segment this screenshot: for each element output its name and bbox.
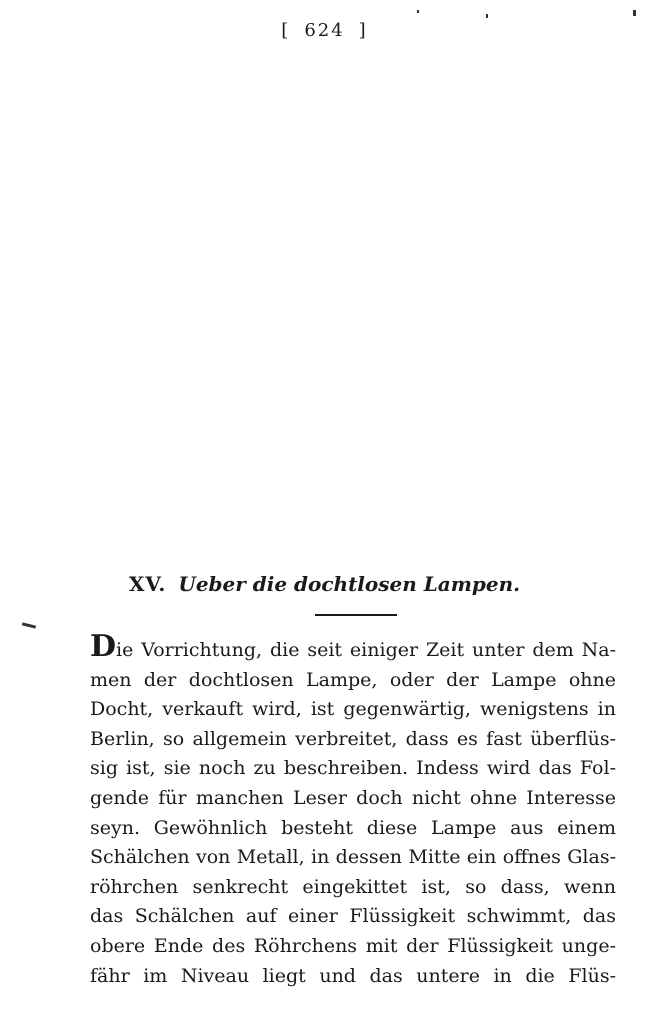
article-title: Ueber die dochtlosen Lampen. — [178, 572, 521, 596]
text-line: röhrchen senkrecht eingekittet ist, so dass, wenn — [90, 875, 616, 898]
text-line: obere Ende des Röhrchens mit der Flüssigkeit unge- — [90, 934, 616, 957]
right-bracket: ] — [358, 20, 368, 41]
text-line: men der dochtlosen Lampe, oder der Lampe ohne — [90, 668, 616, 691]
scan-speck — [417, 10, 419, 13]
article-body — [90, 629, 616, 991]
page-number: 624 — [304, 20, 345, 41]
text-line: seyn. Gewöhnlich besteht diese Lampe aus einem — [90, 816, 616, 839]
text-line: das Schälchen auf einer Flüssigkeit schwimmt, das — [90, 905, 616, 928]
heading-divider — [315, 614, 397, 616]
article-numeral: XV. — [128, 572, 167, 596]
text-line: Schälchen von Metall, in dessen Mitte ein offnes Glas- — [90, 846, 616, 869]
page-number-header — [0, 20, 649, 41]
text-line-content: ie Vorrichtung, die seit einiger Zeit unter dem Na- — [116, 639, 616, 661]
text-line: Docht, verkauft wird, ist gegenwärtig, wenigstens in — [90, 698, 616, 721]
scan-speck — [22, 622, 36, 628]
scan-speck — [486, 14, 488, 18]
left-bracket: [ — [281, 20, 291, 41]
text-line: sig ist, sie noch zu beschreiben. Indess wird das Fol- — [90, 757, 616, 780]
text-line — [90, 629, 616, 666]
text-line: fähr im Niveau liegt und das untere in die Flüs- — [90, 964, 616, 987]
text-line: Berlin, so allgemein verbreitet, dass es fast überflüs- — [90, 727, 616, 750]
article-heading — [0, 572, 649, 596]
scan-speck — [633, 10, 636, 16]
drop-cap: D — [90, 629, 117, 664]
text-line: gende für manchen Leser doch nicht ohne Interesse — [90, 786, 616, 809]
